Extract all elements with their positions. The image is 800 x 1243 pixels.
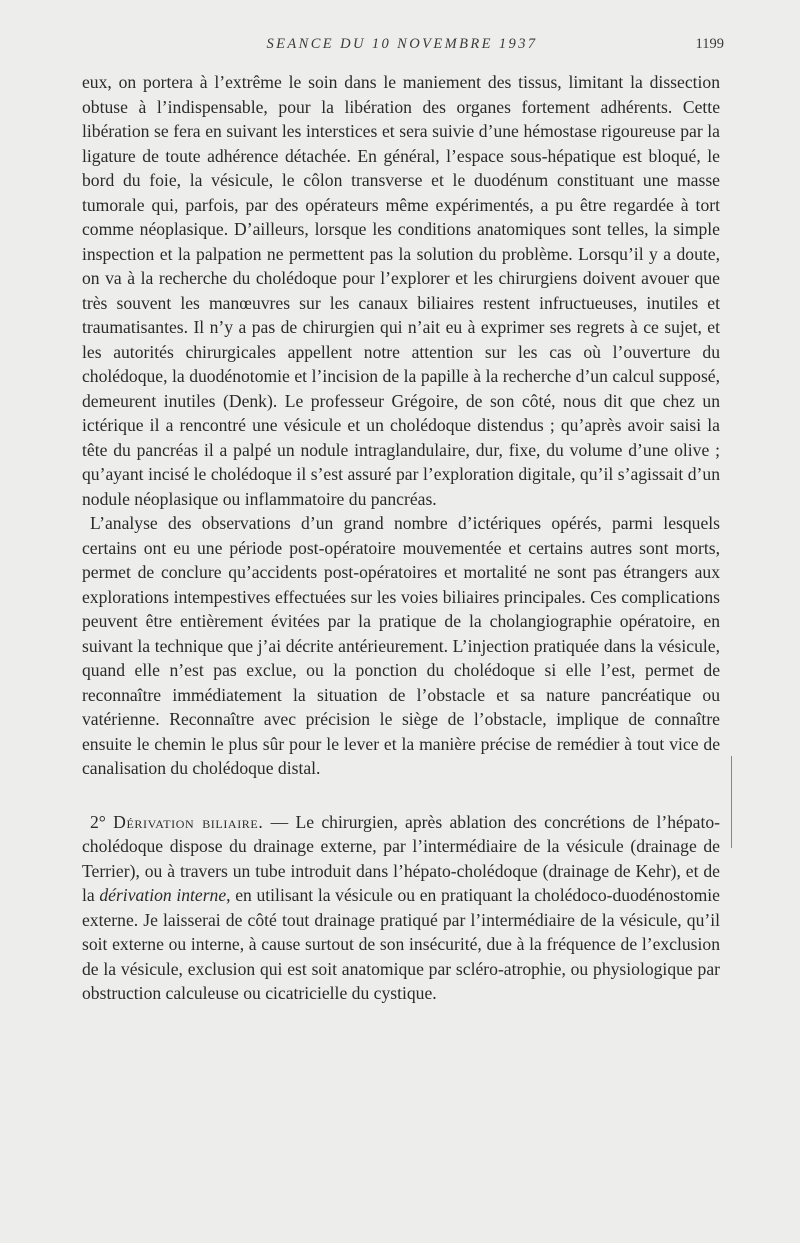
paragraph-biliary-derivation [82, 810, 720, 1006]
section-text-a: — Le chirurgien, après ablation des concrétions de l’hépato-cholédoque dispose du drainage externe, par l’intermédiaire de la vésicule (drainage de Terrier), ou à travers un tube introduit dans l’hépato-cholédoque (drainage de Kehr), et de la [82, 811, 720, 905]
section-number: 2° [90, 811, 106, 832]
section-text-b: , en utilisant la vésicule ou en pratiquant la cholédoco-duodénostomie externe. Je laisserai de côté tout drainage pratiqué par l’intermédiaire de la vésicule, qu’il soit externe ou interne, à cause surtout de son insécurité, due à la fréquence de l’exclusion de la vésicule, exclusion qui est soit anatomique par scléro-atrophie, ou physiologique par obstruction calculeuse ou cicatricielle du cystique. [82, 885, 720, 1003]
paragraph-continuation: eux, on portera à l’extrême le soin dans le maniement des tissus, limitant la dissection obtuse à l’indispensable, pour la libération des organes fortement adhérents. Cette libération se fera en suivant les interstices et sera suivie d’une hémostase rigoureuse par la ligature de toute adhérence détachée. En général, l’espace sous-hépatique est bloqué, le bord du foie, la vésicule, le côlon transverse et le duodénum constituant une masse tumorale qui, parfois, par des opérateurs même expérimentés, a pu être regardée à tort comme néoplasique. D’ailleurs, lorsque les conditions anatomiques sont telles, la simple inspection et la palpation ne permettent pas la solution du problème. Lorsqu’il y a doute, on va à la recherche du cholédoque pour l’explorer et les chirurgiens doivent avouer que très souvent les manœuvres sur les canaux biliaires restent infructueuses, inutiles et traumatisantes. Il n’y a pas de chirurgien qui n’ait eu à exprimer ses regrets à ce sujet, et les autorités chirurgicales appellent notre attention sur les cas où l’ouverture du cholédoque, la duodénotomie et l’incision de la papille à la recherche d’un calcul supposé, demeurent inutiles (Denk). Le professeur Grégoire, de son côté, nous dit que chez un ictérique il a rencontré une vésicule et un cholédoque distendus ; qu’après avoir saisi la tête du pancréas il a palpé un nodule intraglandulaire, dur, fixe, du volume d’une olive ; qu’ayant incisé le cholédoque il s’est assuré par l’exploration digitale, qu’il s’agissait d’un nodule néoplasique ou inflammatoire du pancréas. [82, 72, 720, 509]
running-head: SEANCE DU 10 NOVEMBRE 1937 [266, 36, 538, 52]
section-heading: Dérivation biliaire. [113, 811, 264, 832]
page-number: 1199 [695, 36, 724, 52]
page-header [82, 36, 722, 58]
margin-line-mark [731, 756, 734, 848]
body-text [82, 70, 720, 1006]
section-italic-term: dérivation interne [99, 885, 227, 905]
paragraph-analysis: L’analyse des observations d’un grand nombre d’ictériques opérés, parmi lesquels certains ont eu une période post-opératoire mouvementée et certains autres sont morts, permet de conclure qu’accidents post-opératoires et mortalité ne sont pas étrangers aux explorations intempestives effectuées sur les voies biliaires principales. Ces complications peuvent être entièrement évitées par la pratique de la cholangiographie opératoire, en suivant la technique que j’ai décrite antérieurement. L’injection pratiquée dans la vésicule, quand elle n’est pas exclue, ou la ponction du cholédoque si elle l’est, permet de reconnaître immédiatement la situation de l’obstacle et sa nature pancréatique ou vatérienne. Reconnaître avec précision le siège de l’obstacle, implique de connaître ensuite le chemin le plus sûr pour le lever et la manière précise de remédier à tout vice de canalisation du cholédoque distal. [82, 513, 720, 778]
